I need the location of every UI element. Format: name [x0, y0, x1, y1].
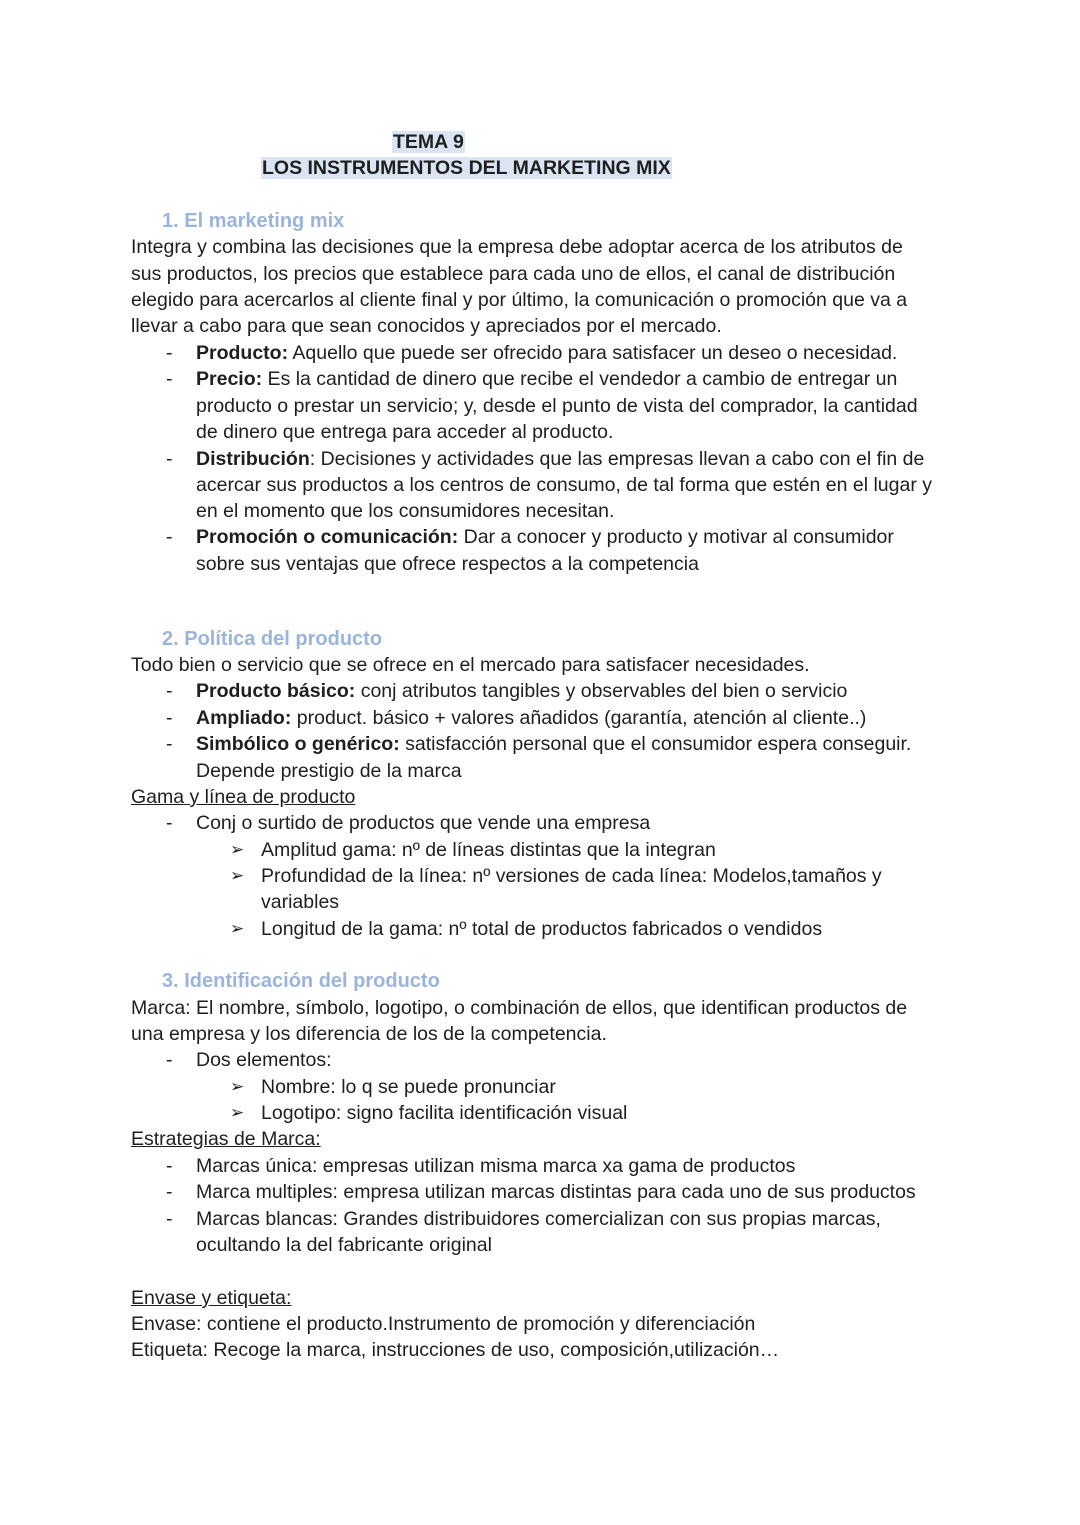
envase-heading: Envase y etiqueta: — [131, 1287, 292, 1309]
section-1-heading: 1. El marketing mix — [162, 210, 345, 232]
sub-item: Profundidad de la línea: nº versiones de cada línea: Modelos,tamaños y — [261, 865, 882, 887]
list-item-continuation: ocultando la del fabricante original — [196, 1234, 492, 1256]
list-item: Marcas única: empresas utilizan misma marca xa gama de productos — [196, 1155, 796, 1177]
bullet-dash: - — [166, 1155, 173, 1177]
gama-heading: Gama y línea de producto — [131, 786, 356, 808]
list-item: Distribución: Decisiones y actividades que las empresas llevan a cabo con el fin de — [196, 448, 925, 470]
paragraph-line: sus productos, los precios que establece para cada uno de ellos, el canal de distribución — [131, 263, 896, 285]
bullet-dash: - — [166, 1208, 173, 1230]
tema-label: TEMA 9 — [393, 131, 464, 153]
bullet-dash: - — [166, 812, 173, 834]
bullet-dash: - — [166, 342, 173, 364]
paragraph-line: Etiqueta: Recoge la marca, instrucciones de uso, composición,utilización… — [131, 1339, 780, 1361]
list-item-continuation: Depende prestigio de la marca — [196, 760, 462, 782]
paragraph-line: llevar a cabo para que sean conocidos y apreciados por el mercado. — [131, 315, 722, 337]
bullet-dash: - — [166, 368, 173, 390]
list-item-continuation: sobre sus ventajas que ofrece respectos a la competencia — [196, 553, 699, 575]
paragraph-line: Todo bien o servicio que se ofrece en el mercado para satisfacer necesidades. — [131, 654, 810, 676]
bullet-dash: - — [166, 707, 173, 729]
paragraph-line: Envase: contiene el producto.Instrumento de promoción y diferenciación — [131, 1313, 756, 1335]
list-item-continuation: acercar sus productos a los centros de consumo, de tal forma que estén en el lugar y — [196, 474, 932, 496]
list-item-continuation: producto o prestar un servicio; y, desde el punto de vista del comprador, la cantidad — [196, 395, 918, 417]
list-item: Dos elementos: — [196, 1049, 332, 1071]
paragraph-line: Integra y combina las decisiones que la empresa debe adoptar acerca de los atributos de — [131, 236, 903, 258]
list-item: Ampliado: product. básico + valores añadidos (garantía, atención al cliente..) — [196, 707, 867, 729]
list-item: Marcas blancas: Grandes distribuidores comercializan con sus propias marcas, — [196, 1208, 881, 1230]
arrow-bullet-icon: ➢ — [230, 840, 245, 859]
paragraph-line: Marca: El nombre, símbolo, logotipo, o combinación de ellos, que identifican productos de — [131, 997, 908, 1019]
list-item: Marca multiples: empresa utilizan marcas distintas para cada uno de sus productos — [196, 1181, 916, 1203]
arrow-bullet-icon: ➢ — [230, 1103, 245, 1122]
bullet-dash: - — [166, 1181, 173, 1203]
sub-item-continuation: variables — [261, 891, 340, 913]
list-item: Producto básico: conj atributos tangibles y observables del bien o servicio — [196, 680, 848, 702]
bullet-dash: - — [166, 448, 173, 470]
sub-item: Nombre: lo q se puede pronunciar — [261, 1076, 556, 1098]
list-item: Precio: Es la cantidad de dinero que recibe el vendedor a cambio de entregar un — [196, 368, 898, 390]
list-item: Simbólico o genérico: satisfacción personal que el consumidor espera conseguir. — [196, 733, 912, 755]
arrow-bullet-icon: ➢ — [230, 866, 245, 885]
sub-item: Longitud de la gama: nº total de productos fabricados o vendidos — [261, 918, 823, 940]
paragraph-line: elegido para acercarlos al cliente final y por último, la comunicación o promoción que va a — [131, 289, 908, 311]
section-2-heading: 2. Política del producto — [162, 628, 383, 650]
bullet-dash: - — [166, 1049, 173, 1071]
sub-item: Amplitud gama: nº de líneas distintas que la integran — [261, 839, 716, 861]
list-item-continuation: en el momento que los consumidores necesitan. — [196, 500, 615, 522]
page-title: LOS INSTRUMENTOS DEL MARKETING MIX — [262, 157, 671, 179]
estrategias-heading: Estrategias de Marca: — [131, 1128, 321, 1150]
list-item: Conj o surtido de productos que vende una empresa — [196, 812, 651, 834]
list-item-continuation: de dinero que entrega para acceder al producto. — [196, 421, 614, 443]
list-item: Promoción o comunicación: Dar a conocer y producto y motivar al consumidor — [196, 526, 894, 548]
bullet-dash: - — [166, 526, 173, 548]
list-item: Producto: Aquello que puede ser ofrecido para satisfacer un deseo o necesidad. — [196, 342, 898, 364]
bullet-dash: - — [166, 680, 173, 702]
arrow-bullet-icon: ➢ — [230, 919, 245, 938]
sub-item: Logotipo: signo facilita identificación visual — [261, 1102, 628, 1124]
section-3-heading: 3. Identificación del producto — [162, 970, 440, 992]
arrow-bullet-icon: ➢ — [230, 1077, 245, 1096]
bullet-dash: - — [166, 733, 173, 755]
paragraph-line: una empresa y los diferencia de los de la competencia. — [131, 1023, 607, 1045]
